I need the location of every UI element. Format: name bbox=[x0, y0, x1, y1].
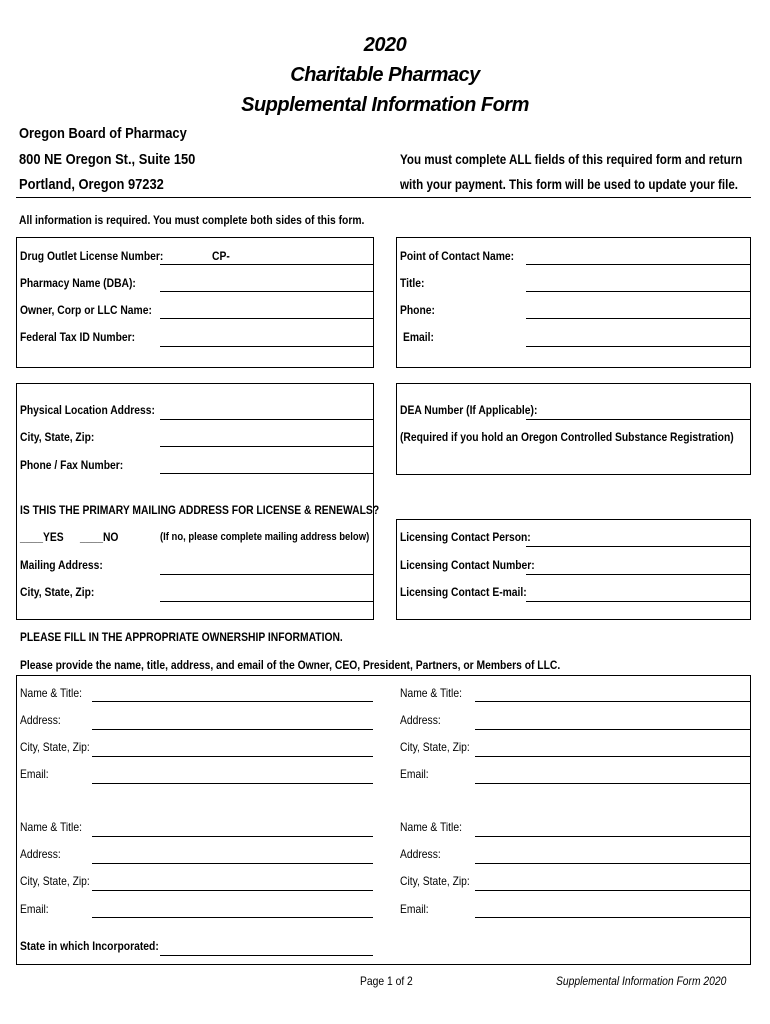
header-divider bbox=[16, 197, 751, 198]
org-address-line1: 800 NE Oregon St., Suite 150 bbox=[19, 151, 196, 168]
form-title-line1: Charitable Pharmacy bbox=[290, 64, 480, 86]
notice-line1: You must complete ALL fields of this required form and return bbox=[400, 152, 743, 167]
mailing-address-field[interactable] bbox=[160, 574, 373, 575]
page-number: Page 1 of 2 bbox=[360, 974, 413, 988]
ownership-heading: PLEASE FILL IN THE APPROPRIATE OWNERSHIP INFORMATION. bbox=[20, 630, 343, 644]
owner3-city-label: City, State, Zip: bbox=[20, 874, 90, 888]
owner3-email-label: Email: bbox=[20, 902, 49, 916]
tax-id-field[interactable] bbox=[160, 346, 373, 347]
if-no-note: (If no, please complete mailing address below) bbox=[160, 531, 370, 543]
mailing-yes-option[interactable]: ____YES bbox=[20, 530, 64, 544]
dea-number-field[interactable] bbox=[526, 419, 750, 420]
owner2-city-label: City, State, Zip: bbox=[400, 740, 470, 754]
contact-phone-label: Phone: bbox=[400, 303, 435, 317]
owner3-address-field[interactable] bbox=[92, 863, 373, 864]
owner-name-field[interactable] bbox=[160, 318, 373, 319]
city-state-zip-label: City, State, Zip: bbox=[20, 430, 95, 444]
owner1-address-field[interactable] bbox=[92, 729, 373, 730]
owner1-city-label: City, State, Zip: bbox=[20, 740, 90, 754]
org-address-line2: Portland, Oregon 97232 bbox=[19, 176, 164, 193]
owner4-city-label: City, State, Zip: bbox=[400, 874, 470, 888]
license-number-prefix: CP- bbox=[212, 249, 230, 263]
form-title-line2: Supplemental Information Form bbox=[241, 94, 529, 116]
owner4-address-field[interactable] bbox=[475, 863, 750, 864]
phone-fax-label: Phone / Fax Number: bbox=[20, 458, 124, 472]
owner2-city-field[interactable] bbox=[475, 756, 750, 757]
pharmacy-name-label: Pharmacy Name (DBA): bbox=[20, 276, 136, 290]
contact-name-field[interactable] bbox=[526, 264, 750, 265]
licensing-number-field[interactable] bbox=[526, 574, 750, 575]
license-number-field[interactable] bbox=[160, 264, 373, 265]
footer-form-name: Supplemental Information Form 2020 bbox=[556, 974, 727, 988]
dea-info-box bbox=[396, 383, 751, 475]
owner4-email-field[interactable] bbox=[475, 917, 750, 918]
org-name: Oregon Board of Pharmacy bbox=[19, 125, 187, 142]
contact-title-label: Title: bbox=[400, 276, 425, 290]
phone-fax-field[interactable] bbox=[160, 473, 373, 474]
owner1-name-title-field[interactable] bbox=[92, 701, 373, 702]
owner3-name-title-field[interactable] bbox=[92, 836, 373, 837]
owner1-email-label: Email: bbox=[20, 767, 49, 781]
owner4-name-title-field[interactable] bbox=[475, 836, 750, 837]
owner3-address-label: Address: bbox=[20, 847, 61, 861]
owner1-address-label: Address: bbox=[20, 713, 61, 727]
incorporated-state-field[interactable] bbox=[160, 955, 373, 956]
owner2-name-title-field[interactable] bbox=[475, 701, 750, 702]
dea-number-label: DEA Number (If Applicable): bbox=[400, 403, 538, 417]
contact-email-field[interactable] bbox=[526, 346, 750, 347]
owner2-email-field[interactable] bbox=[475, 783, 750, 784]
licensing-person-field[interactable] bbox=[526, 546, 750, 547]
owner1-name-title-label: Name & Title: bbox=[20, 686, 82, 700]
owner2-address-label: Address: bbox=[400, 713, 441, 727]
contact-email-label: Email: bbox=[403, 330, 434, 344]
tax-id-label: Federal Tax ID Number: bbox=[20, 330, 136, 344]
city-state-zip-field[interactable] bbox=[160, 446, 373, 447]
pharmacy-name-field[interactable] bbox=[160, 291, 373, 292]
ownership-instructions: Please provide the name, title, address, and email of the Owner, CEO, President, Partners, or Members of LLC. bbox=[20, 658, 561, 672]
notice-line2: with your payment. This form will be used to update your file. bbox=[400, 177, 739, 192]
owner2-name-title-label: Name & Title: bbox=[400, 686, 462, 700]
licensing-person-label: Licensing Contact Person: bbox=[400, 530, 531, 544]
owner4-name-title-label: Name & Title: bbox=[400, 820, 462, 834]
physical-address-label: Physical Location Address: bbox=[20, 403, 155, 417]
contact-name-label: Point of Contact Name: bbox=[400, 249, 515, 263]
licensing-email-label: Licensing Contact E-mail: bbox=[400, 585, 527, 599]
incorporated-state-label: State in which Incorporated: bbox=[20, 939, 159, 953]
required-note: All information is required. You must complete both sides of this form. bbox=[19, 213, 365, 227]
owner-name-label: Owner, Corp or LLC Name: bbox=[20, 303, 152, 317]
owner1-email-field[interactable] bbox=[92, 783, 373, 784]
dea-note: (Required if you hold an Oregon Controlled Substance Registration) bbox=[400, 430, 734, 444]
licensing-email-field[interactable] bbox=[526, 601, 750, 602]
license-number-label: Drug Outlet License Number: bbox=[20, 249, 164, 263]
owner1-city-field[interactable] bbox=[92, 756, 373, 757]
owner4-address-label: Address: bbox=[400, 847, 441, 861]
mailing-city-label: City, State, Zip: bbox=[20, 585, 95, 599]
form-year: 2020 bbox=[363, 34, 407, 56]
owner3-city-field[interactable] bbox=[92, 890, 373, 891]
ownership-box bbox=[16, 675, 751, 965]
mailing-city-field[interactable] bbox=[160, 601, 373, 602]
owner4-city-field[interactable] bbox=[475, 890, 750, 891]
mailing-address-label: Mailing Address: bbox=[20, 558, 103, 572]
owner2-address-field[interactable] bbox=[475, 729, 750, 730]
physical-address-field[interactable] bbox=[160, 419, 373, 420]
owner3-name-title-label: Name & Title: bbox=[20, 820, 82, 834]
contact-title-field[interactable] bbox=[526, 291, 750, 292]
mailing-question: IS THIS THE PRIMARY MAILING ADDRESS FOR LICENSE & RENEWALS? bbox=[20, 503, 380, 517]
owner2-email-label: Email: bbox=[400, 767, 429, 781]
owner3-email-field[interactable] bbox=[92, 917, 373, 918]
owner4-email-label: Email: bbox=[400, 902, 429, 916]
contact-phone-field[interactable] bbox=[526, 318, 750, 319]
mailing-no-option[interactable]: ____NO bbox=[80, 530, 119, 544]
licensing-number-label: Licensing Contact Number: bbox=[400, 558, 535, 572]
